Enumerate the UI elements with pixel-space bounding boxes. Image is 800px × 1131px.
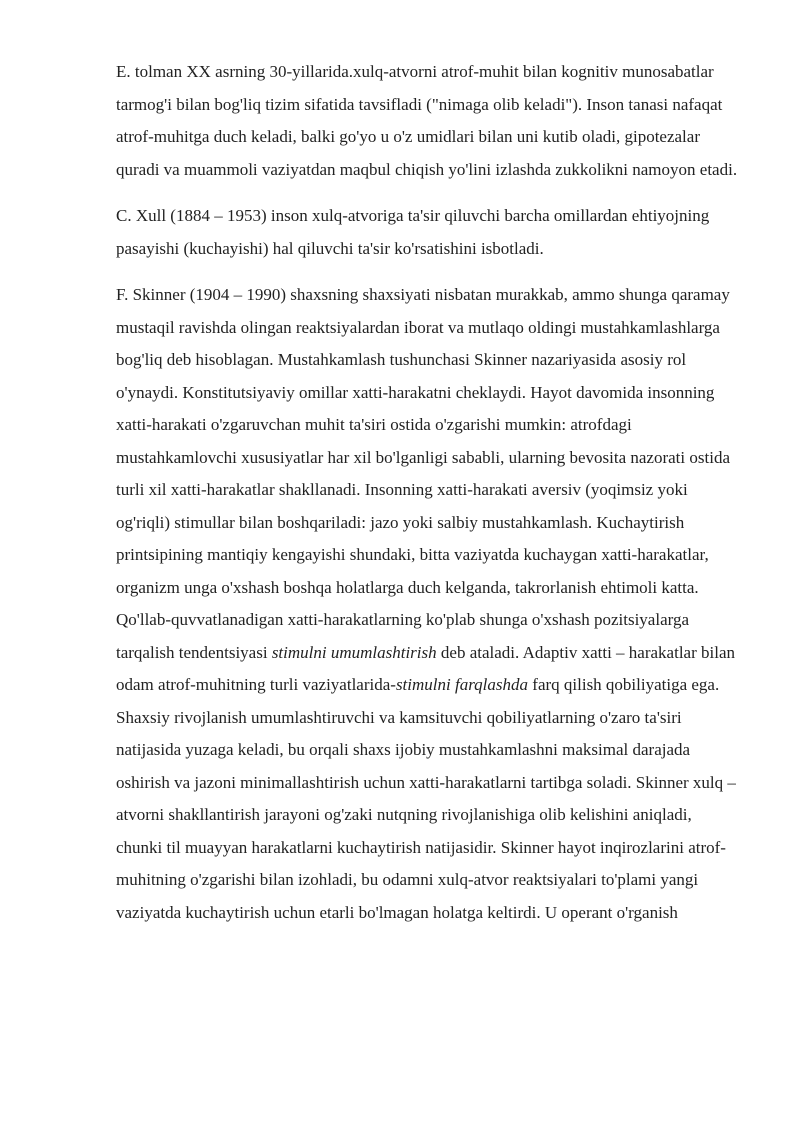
italic-term: stimulni umumlashtirish [271,642,437,662]
paragraph-text: farq qilish qobiliyatiga ega. Shaxsiy rivojlanish umumlashtiruvchi va kamsituvchi qobiliyatlarning o'zaro ta'siri natijasida yuzaga keladi, bu orqali shaxs ijobiy mustahkamlashni maksimal darajada oshirish va jazoni minimallashtirish uchun xatti-harakatlarni tartibga soladi. Skinner xulq – atvorni shakllantirish jarayoni og'zaki nutqning rivojlanishiga olib kelishini aniqladi, chunki til muayyan harakatlarni kuchaytirish natijasidir. Skinner hayot inqirozlarini atrof-muhitning o'zgarishi bilan izohladi, bu odamni xulq-atvor reaktsiyalari to'plami yangi vaziyatda kuchaytirish uchun etarli bo'lmagan holatga keltirdi. U operant o'rganish [116,675,741,922]
paragraph-text: F. Skinner (1904 – 1990) shaxsning shaxsiyati nisbatan murakkab, ammo shunga qaramay mustaqil ravishda olingan reaktsiyalardan iborat va mutlaqo oldingi mustahkamlashlarga bog'liq deb hisoblagan. Mustahkamlash tushunchasi Skinner nazariyasida asosiy rol o'ynaydi. Konstitutsiyaviy omillar xatti-harakatni cheklaydi. Hayot davomida insonning xatti-harakati o'zgaruvchan muhit ta'siri ostida o'zgarishi mumkin: atrofdagi mustahkamlovchi xususiyatlar har xil bo'lganligi sababli, ularning bevosita nazorati ostida turli xil xatti-harakatlar shakllanadi. Insonning xatti-harakati aversiv (yoqimsiz yoki og'riqli) stimullar bilan boshqariladi: jazo yoki salbiy mustahkamlash. Kuchaytirish printsipining mantiqiy kengayishi shundaki, bitta vaziyatda kuchaygan xatti-harakatlar, organizm unga o'xshash boshqa holatlarga duch kelganda, takrorlanish ehtimoli katta. Qo'llab-quvvatlanadigan xatti-harakatlarning ko'plab shunga o'xshash pozitsiyalarga tarqalish tendentsiyasi [116,285,735,662]
paragraph-text: deb ataladi. Adaptiv xatti – harakatlar bilan odam atrof-muhitning turli vaziyatlarida- [116,642,740,694]
italic-term: stimulni farqlashda [395,675,529,694]
paragraph-tolman [116,56,738,186]
paragraph-text: E. tolman XX asrning 30-yillarida.xulq-atvorni atrof-muhit bilan kognitiv munosabatlar tarmog'i bilan bog'liq tizim sifatida tavsifladi ("nimaga olib keladi"). Inson tanasi nafaqat atrof-muhitga duch keladi, balki go'yo u o'z umidlari bilan uni kutib oladi, gipotezalar quradi va muammoli vaziyatdan maqbul chiqish yo'lini izlashda zukkolikni namoyon etadi. [116,62,738,179]
paragraph-xull [116,200,738,265]
paragraph-skinner [116,279,741,929]
paragraph-text: C. Xull (1884 – 1953) inson xulq-atvoriga ta'sir qiluvchi barcha omillardan ehtiyojning pasayishi (kuchayishi) hal qiluvchi ta'sir ko'rsatishini isbotladi. [116,206,714,258]
